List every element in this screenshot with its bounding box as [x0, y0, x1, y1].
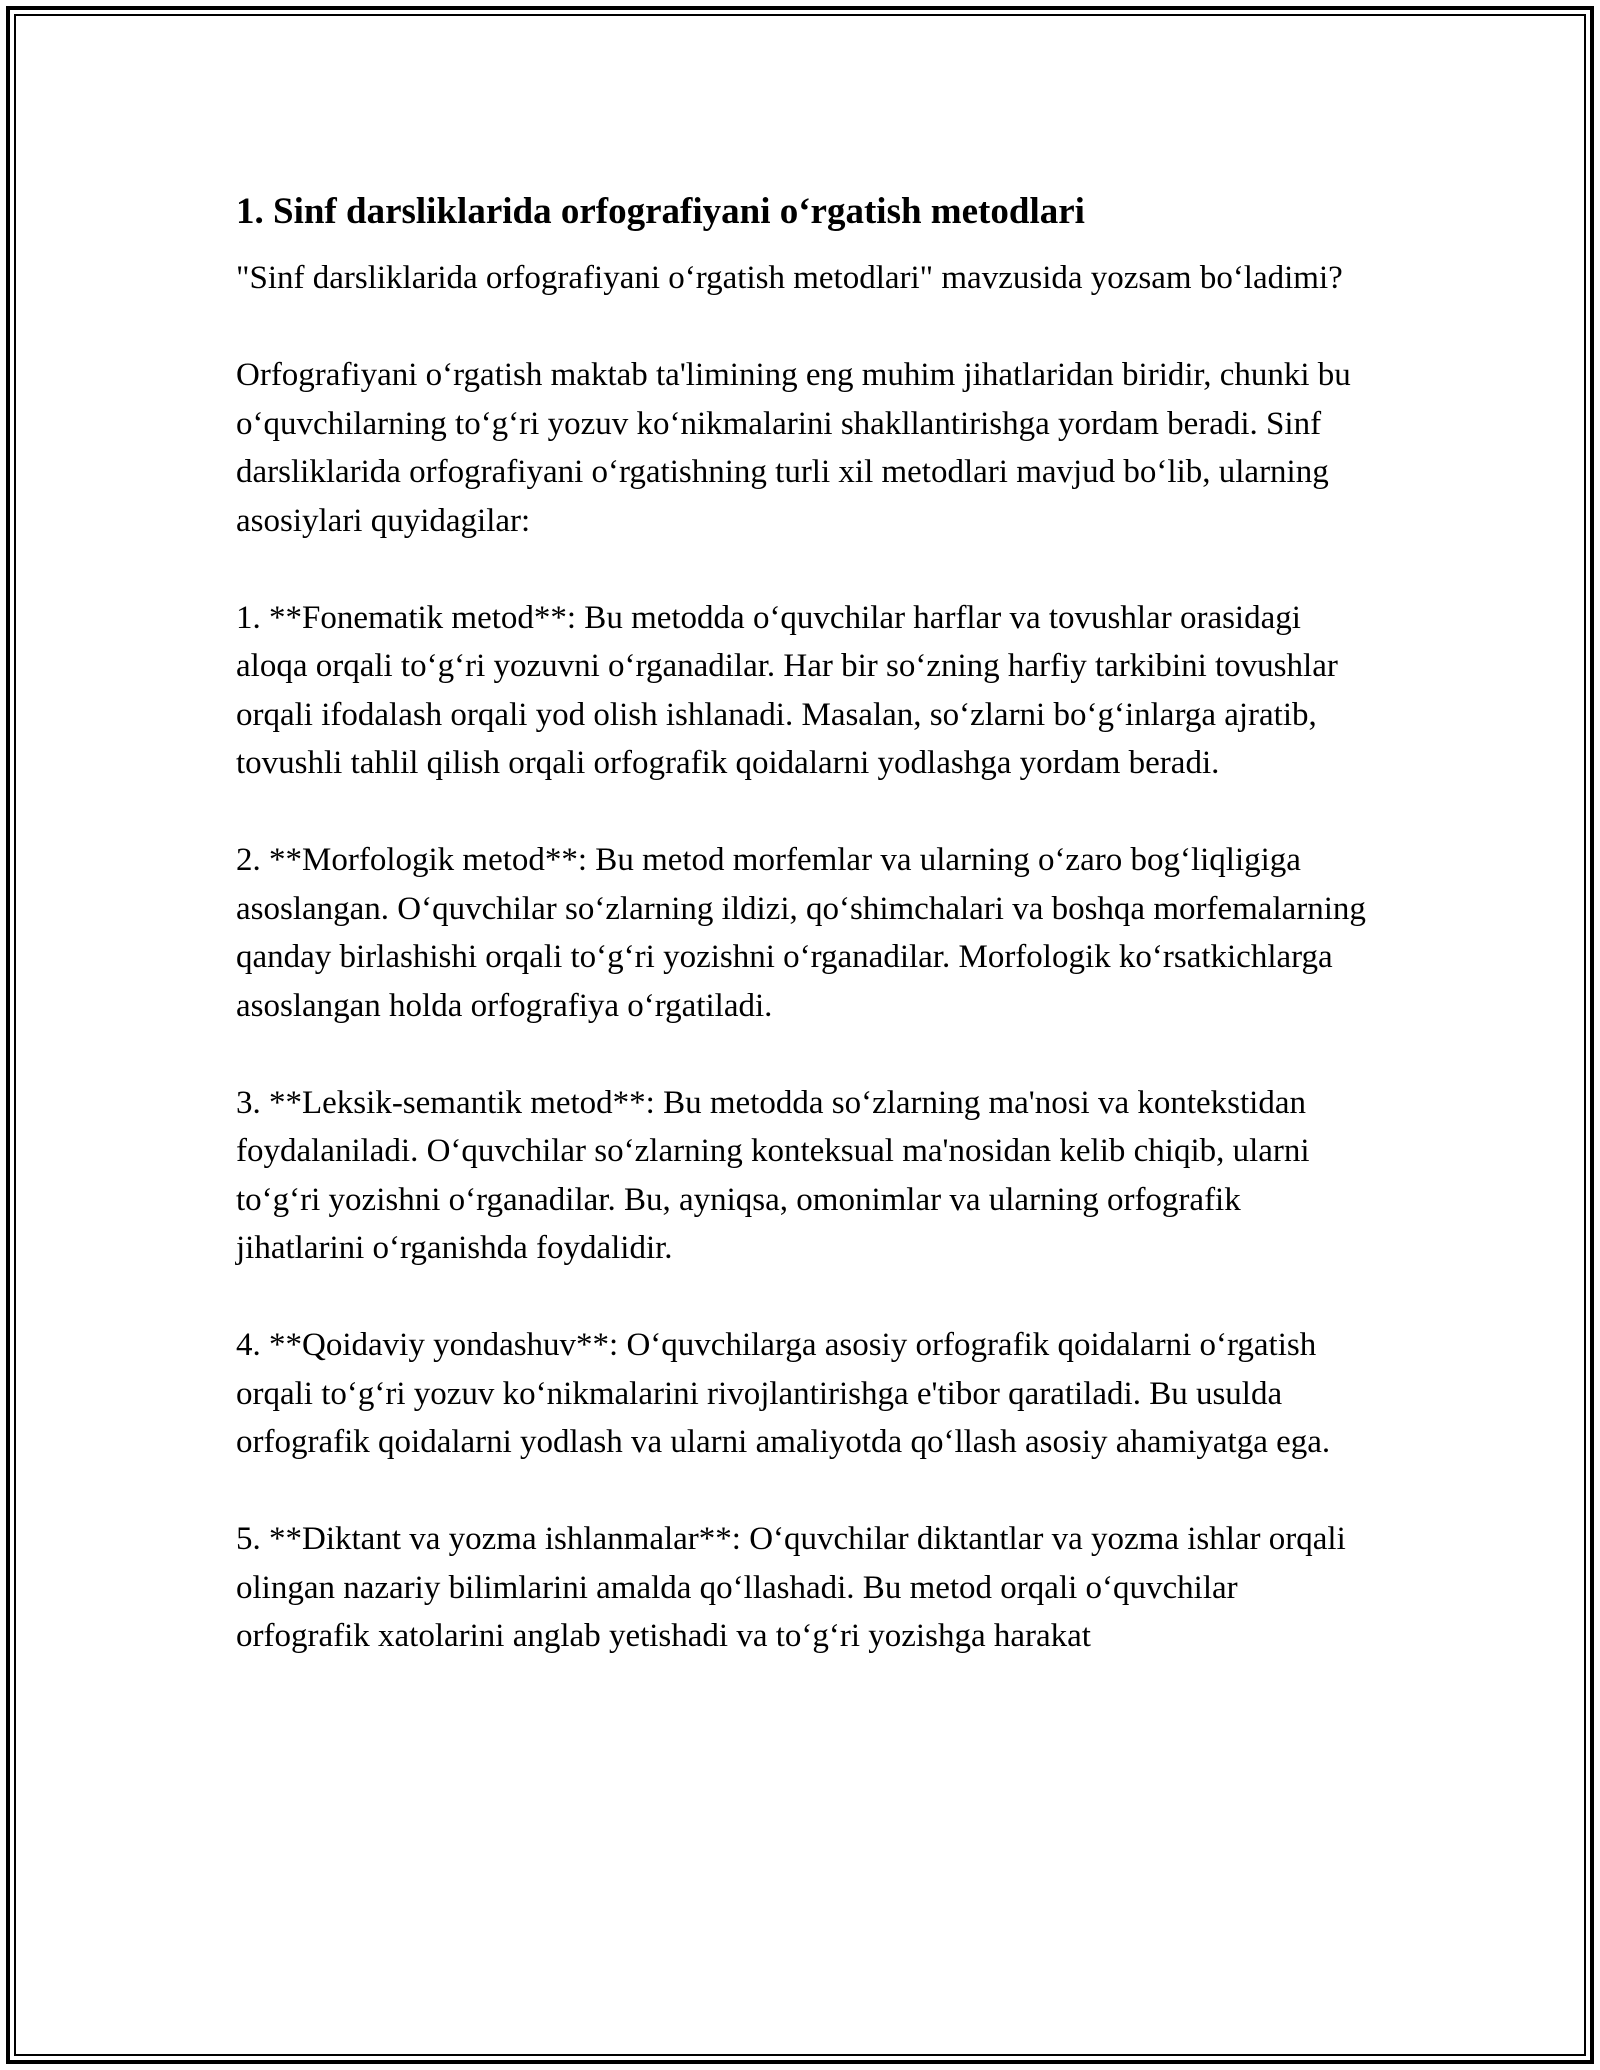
question-paragraph: "Sinf darsliklarida orfografiyani o‘rgatish metodlari" mavzusida yozsam bo‘ladimi?: [236, 260, 1343, 296]
method-paragraph-fonematik: 1. **Fonematik metod**: Bu metodda o‘quvchilar harflar va tovushlar orasidagi aloqa orqali to‘g‘ri yozuvni o‘rganadilar. Har bir so‘zning harfiy tarkibini tovushlar orqali ifodalash orqali yod olish ishlanadi. Masalan, so‘zlarni bo‘g‘inlarga ajratib, tovushli tahlil qilish orqali orfografik qoidalarni yodlashga yordam beradi.: [236, 599, 1338, 781]
document-title: 1. Sinf darsliklarida orfografiyani o‘rgatish metodlari: [236, 191, 1085, 232]
method-paragraph-diktant: 5. **Diktant va yozma ishlanmalar**: O‘quvchilar diktantlar va yozma ishlar orqali olingan nazariy bilimlarini amalda qo‘llashadi. Bu metod orqali o‘quvchilar orfografik xatolarini anglab yetishadi va to‘g‘ri yozishga harakat: [236, 1521, 1346, 1654]
intro-paragraph: Orfografiyani o‘rgatish maktab ta'limining eng muhim jihatlaridan biridir, chunki bu o‘quvchilarning to‘g‘ri yozuv ko‘nikmalarini shakllantirishga yordam beradi. Sinf darsliklarida orfografiyani o‘rgatishning turli xil metodlari mavjud bo‘lib, ularning asosiylari quyidagilar:: [236, 357, 1351, 539]
method-paragraph-qoidaviy: 4. **Qoidaviy yondashuv**: O‘quvchilarga asosiy orfografik qoidalarni o‘rgatish orqali to‘g‘ri yozuv ko‘nikmalarini rivojlantirishga e'tibor qaratiladi. Bu usulda orfografik qoidalarni yodlash va ularni amaliyotda qo‘llash asosiy ahamiyatga ega.: [236, 1327, 1331, 1460]
method-paragraph-leksik-semantik: 3. **Leksik-semantik metod**: Bu metodda so‘zlarning ma'nosi va kontekstidan foydalaniladi. O‘quvchilar so‘zlarning konteksual ma'nosidan kelib chiqib, ularni to‘g‘ri yozishni o‘rganadilar. Bu, ayniqsa, omonimlar va ularning orfografik jihatlarini o‘rganishda foydalidir.: [236, 1084, 1310, 1266]
document-body: [236, 185, 1366, 1661]
method-paragraph-morfologik: 2. **Morfologik metod**: Bu metod morfemlar va ularning o‘zaro bog‘liqligiga asoslangan. O‘quvchilar so‘zlarning ildizi, qo‘shimchalari va boshqa morfemalarning qanday birlashishi orqali to‘g‘ri yozishni o‘rganadilar. Morfologik ko‘rsatkichlarga asoslangan holda orfografiya o‘rgatiladi.: [236, 842, 1366, 1024]
